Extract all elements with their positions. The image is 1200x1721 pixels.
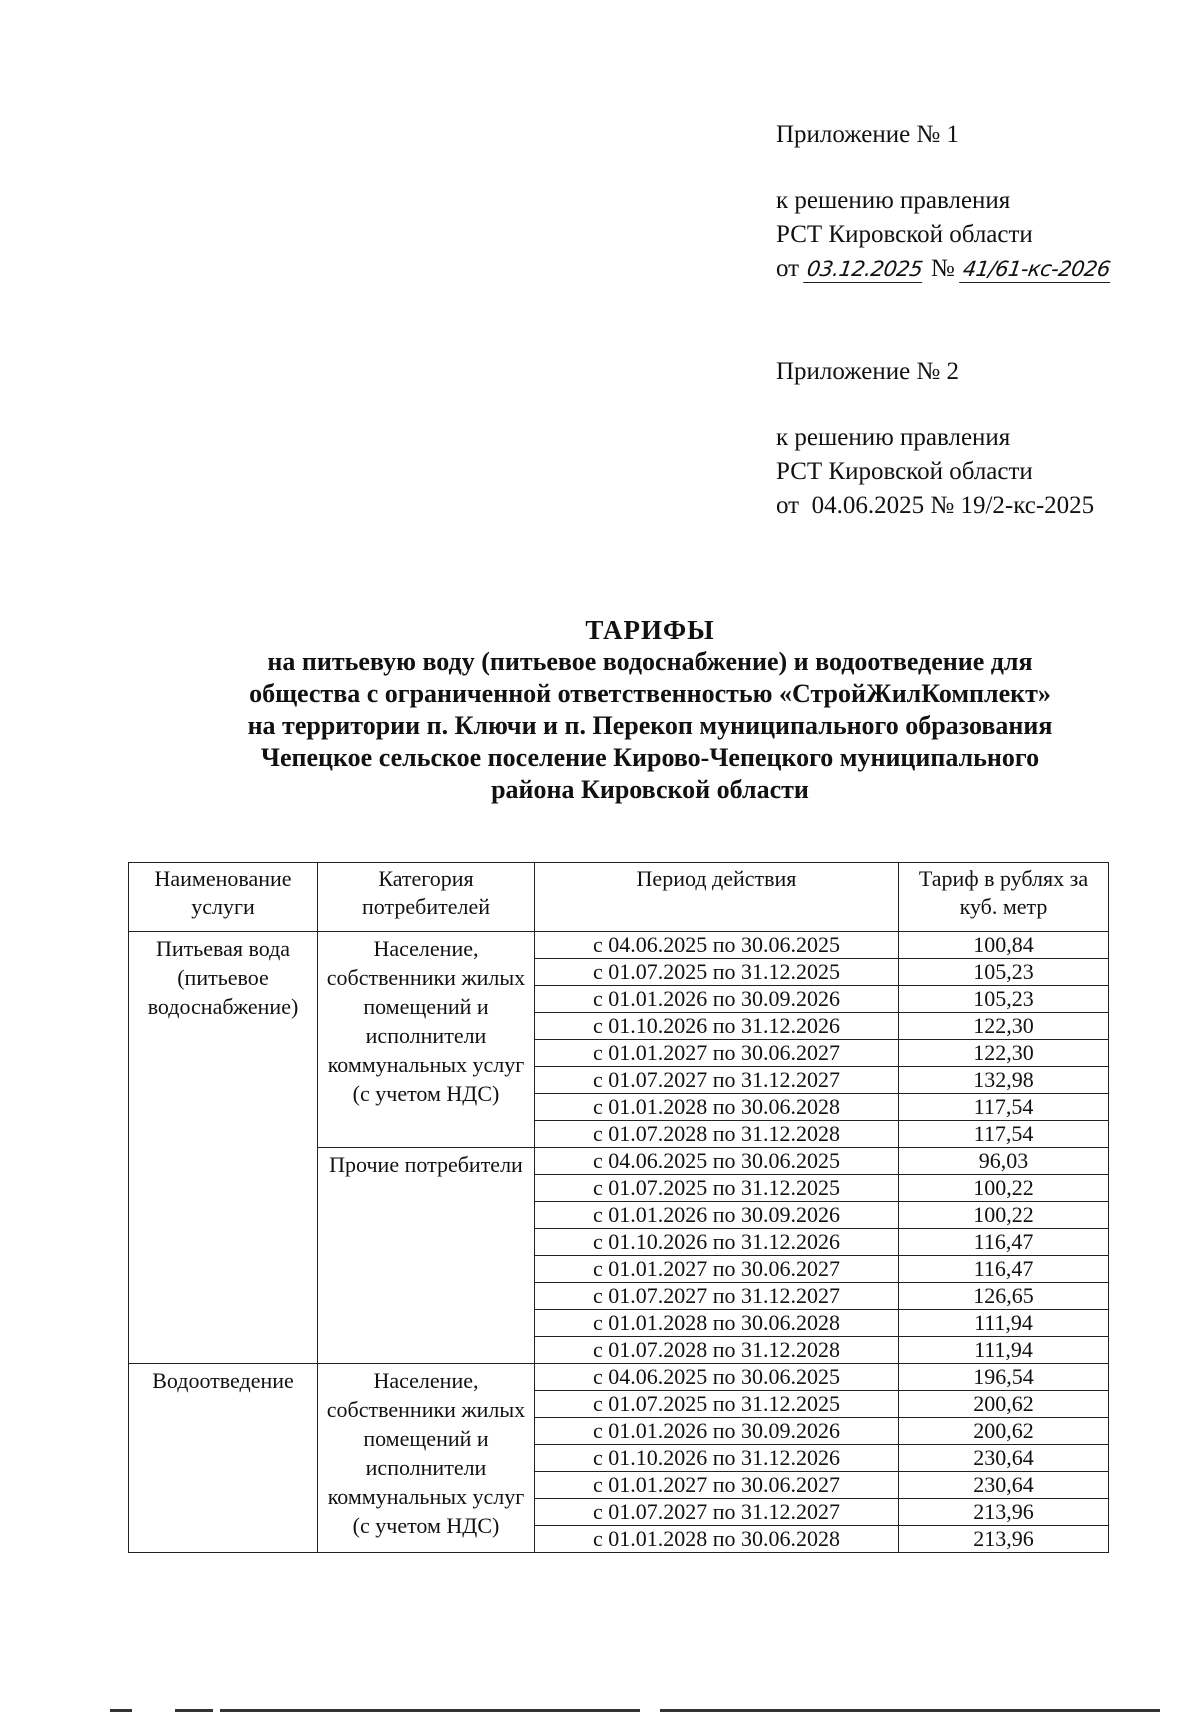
appendix-1-handwritten-number: 41/61-кс-2026 [959, 256, 1114, 283]
tariff-cell: 230,64 [899, 1445, 1109, 1472]
tariff-cell: 196,54 [899, 1364, 1109, 1391]
category-cell: Население, собственники жилых помещений и исполнители коммунальных услуг (с учетом НДС) [318, 1364, 535, 1553]
table-row [129, 1364, 1109, 1391]
period-cell: с 01.01.2028 по 30.06.2028 [535, 1094, 899, 1121]
period-cell: с 04.06.2025 по 30.06.2025 [535, 1148, 899, 1175]
period-cell: с 01.01.2027 по 30.06.2027 [535, 1040, 899, 1067]
service-cell: Питьевая вода (питьевое водоснабжение) [129, 932, 318, 1364]
period-cell: с 01.07.2025 по 31.12.2025 [535, 959, 899, 986]
tariff-cell: 111,94 [899, 1310, 1109, 1337]
tariff-cell: 111,94 [899, 1337, 1109, 1364]
bottom-scan-artifact [660, 1709, 1160, 1712]
period-cell: с 01.01.2027 по 30.06.2027 [535, 1472, 899, 1499]
appendix-1-line1: к решению правления [776, 187, 1011, 214]
period-cell: с 01.01.2028 по 30.06.2028 [535, 1526, 899, 1553]
appendix-2-line1: к решению правления [776, 424, 1011, 451]
tariff-cell: 100,22 [899, 1175, 1109, 1202]
appendix-2-title: Приложение № 2 [776, 358, 960, 385]
appendix-2-line3: от 04.06.2025 № 19/2-кс-2025 [776, 492, 1095, 519]
appendix-1-block [776, 118, 1112, 286]
period-cell: с 01.01.2026 по 30.09.2026 [535, 986, 899, 1013]
appendix-1-handwritten-date: 03.12.2025 [803, 256, 926, 283]
period-cell: с 01.07.2027 по 31.12.2027 [535, 1283, 899, 1310]
period-cell: с 01.01.2026 по 30.09.2026 [535, 1418, 899, 1445]
appendix-1-from-label: от [776, 255, 800, 282]
period-cell: с 01.10.2026 по 31.12.2026 [535, 1229, 899, 1256]
period-cell: с 01.07.2025 по 31.12.2025 [535, 1391, 899, 1418]
service-cell: Водоотведение [129, 1364, 318, 1553]
tariff-cell: 105,23 [899, 986, 1109, 1013]
tariff-cell: 230,64 [899, 1472, 1109, 1499]
period-cell: с 01.01.2026 по 30.09.2026 [535, 1202, 899, 1229]
appendix-1-date-line [776, 252, 1112, 286]
heading-line: на питьевую воду (питьевое водоснабжение) и водоотведение для [267, 647, 1033, 676]
period-cell: с 01.10.2026 по 31.12.2026 [535, 1445, 899, 1472]
heading-line: общества с ограниченной ответственностью «СтройЖилКомплект» [249, 679, 1051, 708]
document-heading [120, 614, 1180, 806]
heading-line: района Кировской области [491, 775, 809, 804]
table-body [129, 932, 1109, 1553]
period-cell: с 01.01.2028 по 30.06.2028 [535, 1310, 899, 1337]
tariff-cell: 126,65 [899, 1283, 1109, 1310]
header-tariff: Тариф в рублях за куб. метр [899, 863, 1109, 932]
appendix-2-line2: РСТ Кировской области [776, 458, 1033, 485]
tariff-cell: 213,96 [899, 1526, 1109, 1553]
appendix-1-title: Приложение № 1 [776, 121, 960, 148]
category-cell: Население, собственники жилых помещений и исполнители коммунальных услуг (с учетом НДС) [318, 932, 535, 1148]
period-cell: с 01.07.2028 по 31.12.2028 [535, 1121, 899, 1148]
tariff-cell: 96,03 [899, 1148, 1109, 1175]
bottom-scan-artifact [220, 1709, 640, 1712]
tariff-cell: 116,47 [899, 1229, 1109, 1256]
tariff-cell: 132,98 [899, 1067, 1109, 1094]
appendix-1-line2: РСТ Кировской области [776, 221, 1033, 248]
period-cell: с 01.07.2025 по 31.12.2025 [535, 1175, 899, 1202]
tariff-cell: 122,30 [899, 1013, 1109, 1040]
bottom-scan-artifact [175, 1709, 213, 1712]
tariff-table [128, 862, 1109, 1553]
tariff-cell: 105,23 [899, 959, 1109, 986]
tariff-cell: 200,62 [899, 1418, 1109, 1445]
bottom-scan-artifact [110, 1709, 132, 1712]
tariff-cell: 117,54 [899, 1094, 1109, 1121]
period-cell: с 01.07.2028 по 31.12.2028 [535, 1337, 899, 1364]
tariff-cell: 116,47 [899, 1256, 1109, 1283]
tariff-cell: 122,30 [899, 1040, 1109, 1067]
heading-line: Чепецкое сельское поселение Кирово-Чепецкого муниципального [260, 743, 1040, 772]
period-cell: с 04.06.2025 по 30.06.2025 [535, 932, 899, 959]
heading-title: ТАРИФЫ [585, 615, 715, 645]
header-service: Наименование услуги [129, 863, 318, 932]
tariff-cell: 100,84 [899, 932, 1109, 959]
appendix-2-block [776, 355, 1094, 523]
period-cell: с 01.07.2027 по 31.12.2027 [535, 1067, 899, 1094]
header-period: Период действия [535, 863, 899, 932]
period-cell: с 04.06.2025 по 30.06.2025 [535, 1364, 899, 1391]
category-cell: Прочие потребители [318, 1148, 535, 1364]
tariff-cell: 213,96 [899, 1499, 1109, 1526]
tariff-cell: 200,62 [899, 1391, 1109, 1418]
tariff-cell: 100,22 [899, 1202, 1109, 1229]
table-header-row [129, 863, 1109, 932]
period-cell: с 01.07.2027 по 31.12.2027 [535, 1499, 899, 1526]
heading-line: на территории п. Ключи и п. Перекоп муниципального образования [247, 711, 1053, 740]
appendix-1-number-label: № [930, 255, 955, 282]
tariff-cell: 117,54 [899, 1121, 1109, 1148]
header-category: Категория потребителей [318, 863, 535, 932]
period-cell: с 01.01.2027 по 30.06.2027 [535, 1256, 899, 1283]
period-cell: с 01.10.2026 по 31.12.2026 [535, 1013, 899, 1040]
table-row [129, 932, 1109, 959]
